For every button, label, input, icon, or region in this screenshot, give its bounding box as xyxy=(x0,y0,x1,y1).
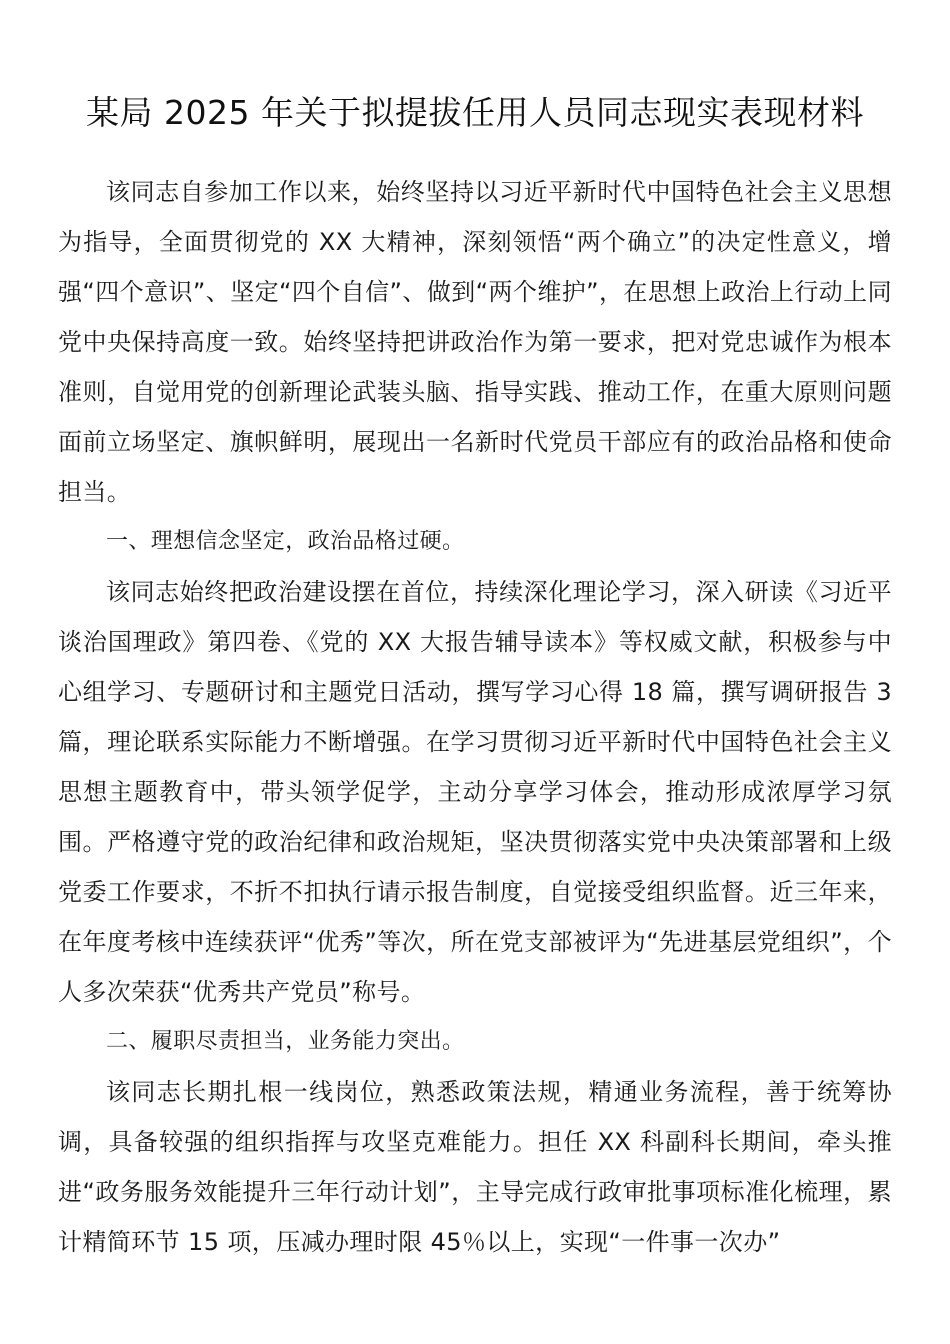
paragraph-section-2: 该同志长期扎根一线岗位，熟悉政策法规，精通业务流程，善于统筹协调，具备较强的组织指挥与攻坚克难能力。担任 XX 科副科长期间，牵头推进“政务服务效能提升三年行动计划”，主导完成行政审批事项标准化梳理，累计精简环节 15 项，压减办理时限 45％以上，实现“一件事一次办” xyxy=(58,1078,892,1256)
document-body xyxy=(58,167,892,1267)
section-heading-1: 一、理想信念坚定，政治品格过硬。 xyxy=(106,529,465,554)
section-heading-2: 二、履职尽责担当，业务能力突出。 xyxy=(106,1029,465,1054)
document-title: 某局 2025 年关于拟提拔任用人员同志现实表现材料 xyxy=(86,93,864,133)
paragraph-section-1: 该同志始终把政治建设摆在首位，持续深化理论学习，深入研读《习近平谈治国理政》第四卷、《党的 XX 大报告辅导读本》等权威文献，积极参与中心组学习、专题研讨和主题党日活动，撰写学习心得 18 篇，撰写调研报告 3 篇，理论联系实际能力不断增强。在学习贯彻习近平新时代中国特色社会主义思想主题教育中，带头领学促学，主动分享学习体会，推动形成浓厚学习氛围。严格遵守党的政治纪律和政治规矩，坚决贯彻落实党中央决策部署和上级党委工作要求，不折不扣执行请示报告制度，自觉接受组织监督。近三年来，在年度考核中连续获评“优秀”等次，所在党支部被评为“先进基层党组织”，个人多次荣获“优秀共产党员”称号。 xyxy=(58,578,892,1006)
paragraph-intro: 该同志自参加工作以来，始终坚持以习近平新时代中国特色社会主义思想为指导，全面贯彻党的 XX 大精神，深刻领悟“两个确立”的决定性意义，增强“四个意识”、坚定“四个自信”、做到“两个维护”，在思想上政治上行动上同党中央保持高度一致。始终坚持把讲政治作为第一要求，把对党忠诚作为根本准则，自觉用党的创新理论武装头脑、指导实践、推动工作，在重大原则问题面前立场坚定、旗帜鲜明，展现出一名新时代党员干部应有的政治品格和使命担当。 xyxy=(58,178,892,506)
